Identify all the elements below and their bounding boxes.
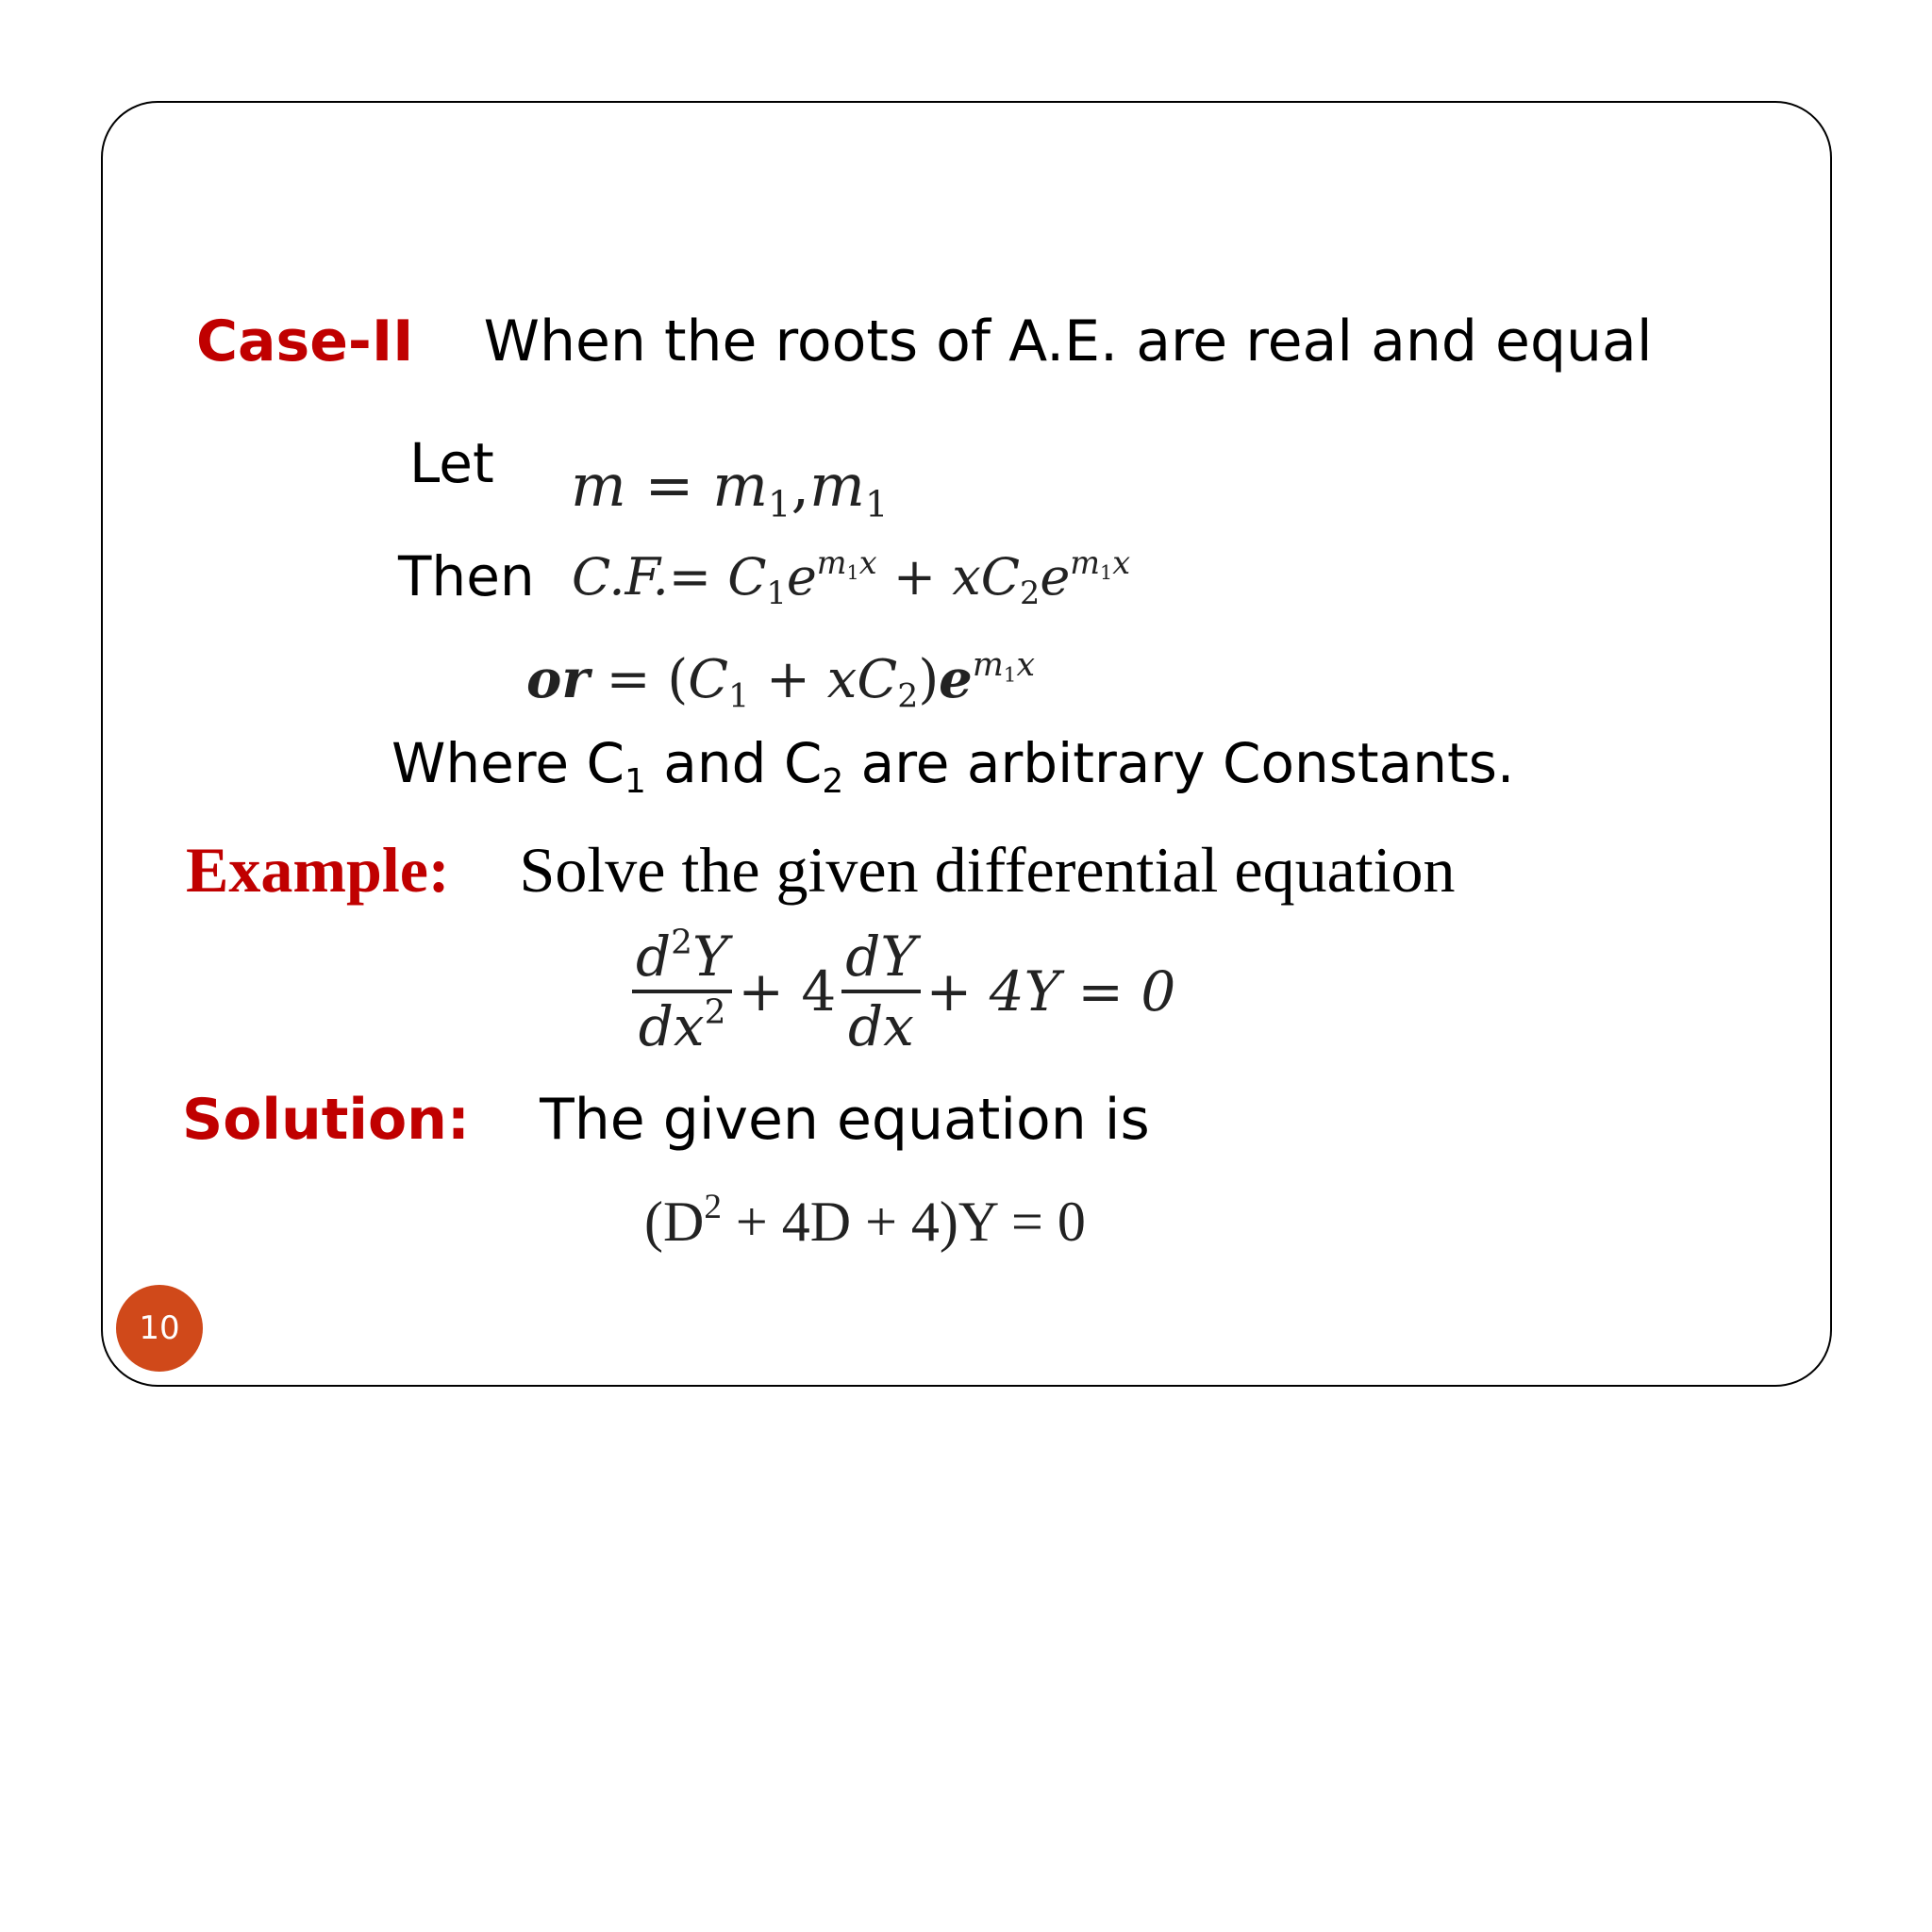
let-label: Let (409, 431, 494, 495)
example-heading (186, 834, 1456, 906)
operator-equation: $(D^2 + 4D + 4)Y = 0$ (644, 1187, 1086, 1253)
solution-text: The given equation is (540, 1087, 1150, 1153)
cf-equation: $C.F.= C_1e^{m_1x} + xC_2e^{m_1x}$ (572, 544, 1131, 612)
then-label: Then (398, 544, 535, 608)
solution-label: Solution: (182, 1087, 470, 1153)
first-derivative-fraction: $\frac{dY}{dx}$ (841, 929, 920, 1054)
differential-equation: $\frac{d^2Y}{dx^2}$ + 4 $\frac{dY}{dx}$ + 4Y = 0 (626, 929, 1175, 1054)
second-derivative-fraction: $\frac{d^2Y}{dx^2}$ (632, 929, 732, 1054)
or-equation: or = $(C_1 + xC_2)e^{m_1x}$ (526, 646, 1036, 716)
case-label: Case-II (196, 308, 414, 375)
page-number-badge: 10 (116, 1285, 203, 1372)
solution-heading (182, 1087, 1150, 1153)
example-text: Solve the given differential equation (519, 834, 1456, 906)
example-label: Example: (186, 834, 450, 906)
case-text: When the roots of A.E. are real and equal (483, 308, 1653, 375)
case-heading (196, 308, 1653, 375)
let-equation: $m = m_1,m_1$ (571, 451, 889, 526)
where-text: Where $C_1$ and $C_2$ are arbitrary Constants. (391, 731, 1515, 801)
